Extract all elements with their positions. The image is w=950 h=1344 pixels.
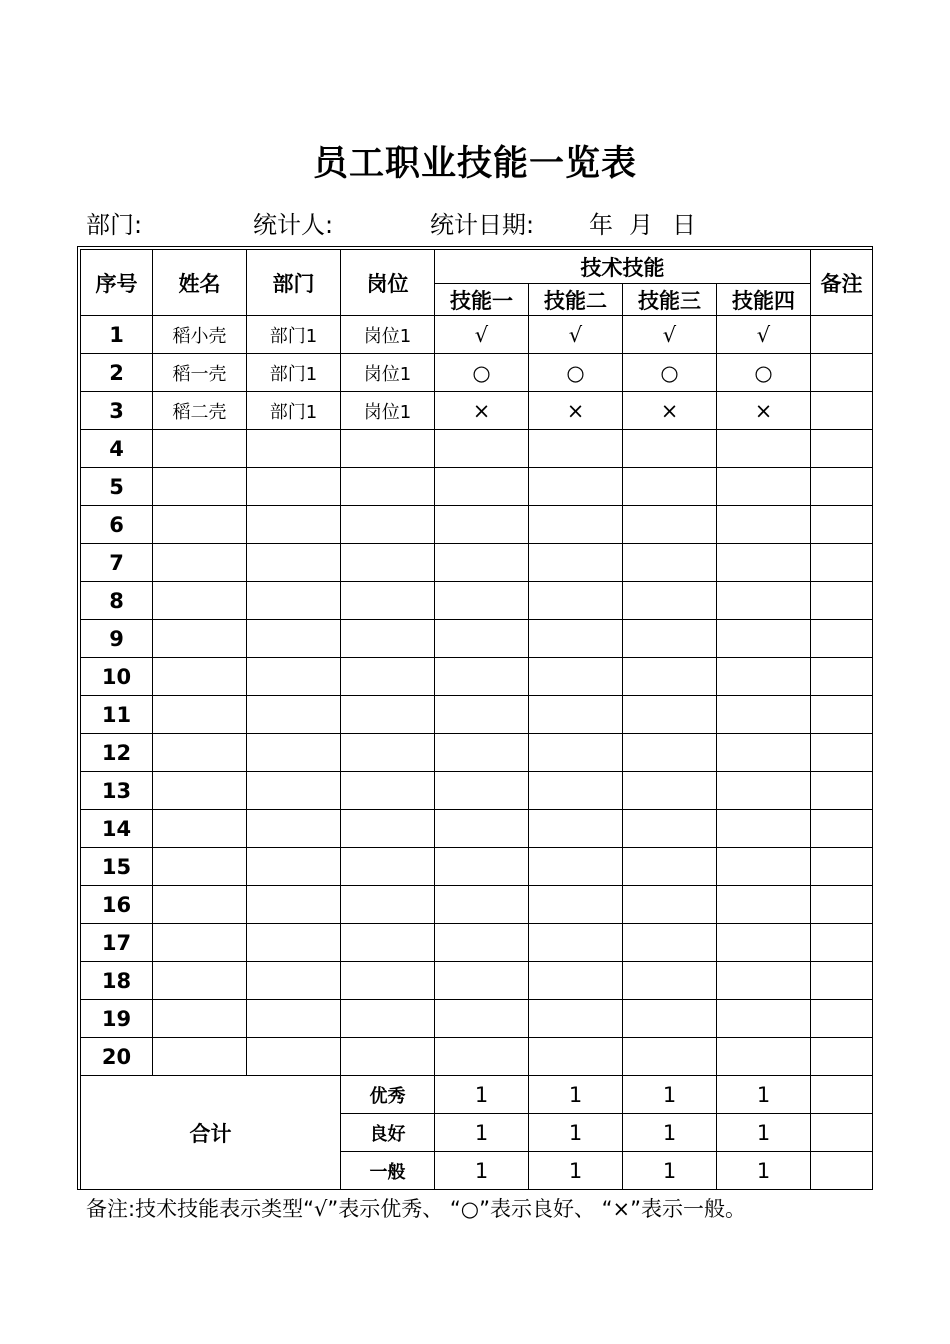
row-skill-3	[623, 582, 717, 620]
row-post: 岗位1	[341, 316, 435, 354]
row-skill-2	[529, 772, 623, 810]
summary-remark	[811, 1152, 873, 1190]
table-row	[81, 962, 873, 1000]
row-skill-2	[529, 544, 623, 582]
row-post	[341, 544, 435, 582]
header-skills-group: 技术技能	[435, 250, 811, 284]
row-name	[153, 886, 247, 924]
row-remark	[811, 582, 873, 620]
table-row	[81, 582, 873, 620]
row-skill-3	[623, 848, 717, 886]
row-remark	[811, 734, 873, 772]
date-year: 年	[589, 211, 613, 239]
header-skill-4: 技能四	[717, 284, 811, 316]
row-skill-4: ×	[717, 392, 811, 430]
row-post	[341, 924, 435, 962]
row-remark	[811, 544, 873, 582]
row-seq: 6	[81, 506, 153, 544]
row-skill-4	[717, 734, 811, 772]
table-row	[81, 772, 873, 810]
row-skill-1: ×	[435, 392, 529, 430]
row-skill-4	[717, 696, 811, 734]
department-label: 部门:	[86, 211, 143, 239]
row-skill-4	[717, 962, 811, 1000]
summary-remark	[811, 1114, 873, 1152]
row-dept	[247, 468, 341, 506]
row-dept	[247, 582, 341, 620]
table-row	[81, 1038, 873, 1076]
row-remark	[811, 620, 873, 658]
row-remark	[811, 430, 873, 468]
row-skill-1: √	[435, 316, 529, 354]
row-seq: 20	[81, 1038, 153, 1076]
row-skill-1	[435, 658, 529, 696]
row-seq: 17	[81, 924, 153, 962]
header-skill-1: 技能一	[435, 284, 529, 316]
row-skill-3: ×	[623, 392, 717, 430]
skills-table	[80, 249, 873, 1190]
row-seq: 4	[81, 430, 153, 468]
row-skill-4	[717, 430, 811, 468]
row-post	[341, 1038, 435, 1076]
row-skill-2	[529, 430, 623, 468]
row-seq: 3	[81, 392, 153, 430]
row-skill-3	[623, 620, 717, 658]
summary-count-1: 1	[435, 1114, 529, 1152]
header-remark: 备注	[811, 250, 873, 316]
skills-sheet	[77, 246, 873, 1190]
row-seq: 16	[81, 886, 153, 924]
row-skill-4	[717, 924, 811, 962]
row-name	[153, 468, 247, 506]
date-day: 日	[672, 211, 696, 239]
summary-row	[81, 1076, 873, 1114]
row-skill-3	[623, 544, 717, 582]
summary-count-3: 1	[623, 1114, 717, 1152]
row-skill-3	[623, 1038, 717, 1076]
counter-label: 统计人:	[253, 211, 334, 239]
row-skill-4	[717, 544, 811, 582]
row-skill-2	[529, 962, 623, 1000]
row-skill-1	[435, 810, 529, 848]
summary-count-1: 1	[435, 1152, 529, 1190]
row-post	[341, 886, 435, 924]
row-skill-2	[529, 810, 623, 848]
summary-level: 良好	[341, 1114, 435, 1152]
row-skill-1	[435, 544, 529, 582]
row-skill-2	[529, 658, 623, 696]
row-remark	[811, 886, 873, 924]
row-seq: 13	[81, 772, 153, 810]
header-row-top	[81, 250, 873, 284]
row-skill-4	[717, 848, 811, 886]
row-remark	[811, 506, 873, 544]
row-skill-1	[435, 468, 529, 506]
row-dept	[247, 1000, 341, 1038]
row-skill-4	[717, 1038, 811, 1076]
row-skill-2	[529, 886, 623, 924]
row-post	[341, 810, 435, 848]
row-name	[153, 924, 247, 962]
row-post	[341, 696, 435, 734]
row-dept	[247, 924, 341, 962]
row-post	[341, 772, 435, 810]
row-skill-4	[717, 468, 811, 506]
row-skill-3	[623, 696, 717, 734]
row-name: 稻二壳	[153, 392, 247, 430]
row-name	[153, 962, 247, 1000]
row-seq: 19	[81, 1000, 153, 1038]
row-remark	[811, 962, 873, 1000]
table-row	[81, 658, 873, 696]
row-remark	[811, 810, 873, 848]
row-skill-3	[623, 734, 717, 772]
row-skill-3	[623, 924, 717, 962]
row-skill-1	[435, 962, 529, 1000]
row-post: 岗位1	[341, 392, 435, 430]
row-skill-3	[623, 962, 717, 1000]
header-name: 姓名	[153, 250, 247, 316]
row-seq: 1	[81, 316, 153, 354]
summary-count-4: 1	[717, 1152, 811, 1190]
row-dept	[247, 506, 341, 544]
row-post	[341, 962, 435, 1000]
row-name	[153, 658, 247, 696]
row-skill-3	[623, 430, 717, 468]
row-name	[153, 810, 247, 848]
header-seq: 序号	[81, 250, 153, 316]
table-row	[81, 468, 873, 506]
row-seq: 14	[81, 810, 153, 848]
row-skill-2	[529, 734, 623, 772]
row-post: 岗位1	[341, 354, 435, 392]
summary-label: 合计	[81, 1076, 341, 1190]
date-label: 统计日期:	[430, 211, 535, 239]
summary-count-3: 1	[623, 1076, 717, 1114]
table-row	[81, 696, 873, 734]
row-post	[341, 506, 435, 544]
row-name	[153, 848, 247, 886]
row-post	[341, 1000, 435, 1038]
row-post	[341, 468, 435, 506]
row-skill-2: ○	[529, 354, 623, 392]
row-post	[341, 582, 435, 620]
row-skill-4	[717, 582, 811, 620]
row-name	[153, 582, 247, 620]
row-skill-2	[529, 848, 623, 886]
row-skill-1: ○	[435, 354, 529, 392]
row-remark	[811, 316, 873, 354]
row-seq: 10	[81, 658, 153, 696]
row-name	[153, 1038, 247, 1076]
row-remark	[811, 1000, 873, 1038]
row-dept	[247, 430, 341, 468]
row-skill-1	[435, 430, 529, 468]
row-skill-1	[435, 848, 529, 886]
row-dept	[247, 810, 341, 848]
row-skill-2	[529, 620, 623, 658]
row-skill-2: ×	[529, 392, 623, 430]
row-remark	[811, 696, 873, 734]
row-skill-2	[529, 506, 623, 544]
row-skill-1	[435, 696, 529, 734]
row-skill-4: √	[717, 316, 811, 354]
row-skill-1	[435, 620, 529, 658]
row-dept	[247, 734, 341, 772]
row-name: 稻一壳	[153, 354, 247, 392]
row-skill-1	[435, 772, 529, 810]
summary-remark	[811, 1076, 873, 1114]
row-name	[153, 430, 247, 468]
summary-level: 优秀	[341, 1076, 435, 1114]
row-skill-4: ○	[717, 354, 811, 392]
table-row	[81, 506, 873, 544]
row-skill-3	[623, 1000, 717, 1038]
row-dept	[247, 696, 341, 734]
row-remark	[811, 658, 873, 696]
row-skill-2	[529, 696, 623, 734]
row-dept	[247, 1038, 341, 1076]
summary-count-2: 1	[529, 1152, 623, 1190]
row-name	[153, 620, 247, 658]
table-row	[81, 430, 873, 468]
row-name	[153, 1000, 247, 1038]
row-post	[341, 848, 435, 886]
header-skill-2: 技能二	[529, 284, 623, 316]
row-seq: 18	[81, 962, 153, 1000]
row-skill-3	[623, 658, 717, 696]
row-seq: 15	[81, 848, 153, 886]
row-name	[153, 734, 247, 772]
table-row	[81, 620, 873, 658]
row-skill-2	[529, 924, 623, 962]
table-row	[81, 886, 873, 924]
row-seq: 5	[81, 468, 153, 506]
table-row	[81, 316, 873, 354]
row-dept: 部门1	[247, 316, 341, 354]
row-skill-1	[435, 582, 529, 620]
row-remark	[811, 848, 873, 886]
row-skill-4	[717, 1000, 811, 1038]
row-skill-1	[435, 886, 529, 924]
row-remark	[811, 1038, 873, 1076]
row-skill-2	[529, 1038, 623, 1076]
row-skill-2	[529, 582, 623, 620]
row-skill-1	[435, 1000, 529, 1038]
row-remark	[811, 354, 873, 392]
summary-count-3: 1	[623, 1152, 717, 1190]
row-skill-1	[435, 924, 529, 962]
row-skill-2: √	[529, 316, 623, 354]
row-skill-3	[623, 506, 717, 544]
row-skill-3: ○	[623, 354, 717, 392]
row-dept	[247, 962, 341, 1000]
row-skill-4	[717, 620, 811, 658]
row-dept	[247, 886, 341, 924]
row-seq: 9	[81, 620, 153, 658]
row-skill-1	[435, 506, 529, 544]
row-seq: 2	[81, 354, 153, 392]
table-row	[81, 810, 873, 848]
summary-count-4: 1	[717, 1076, 811, 1114]
table-row	[81, 734, 873, 772]
row-skill-1	[435, 734, 529, 772]
row-skill-2	[529, 1000, 623, 1038]
row-post	[341, 430, 435, 468]
row-name	[153, 696, 247, 734]
row-dept	[247, 658, 341, 696]
row-skill-4	[717, 772, 811, 810]
row-remark	[811, 772, 873, 810]
row-name	[153, 772, 247, 810]
row-name	[153, 544, 247, 582]
page-title: 员工职业技能一览表	[312, 144, 637, 184]
footnote: 备注:技术技能表示类型“√”表示优秀、 “○”表示良好、 “×”表示一般。	[86, 1197, 747, 1221]
row-seq: 8	[81, 582, 153, 620]
summary-count-2: 1	[529, 1114, 623, 1152]
summary-count-2: 1	[529, 1076, 623, 1114]
row-skill-2	[529, 468, 623, 506]
row-seq: 7	[81, 544, 153, 582]
summary-count-1: 1	[435, 1076, 529, 1114]
row-skill-4	[717, 506, 811, 544]
row-remark	[811, 392, 873, 430]
row-skill-3	[623, 810, 717, 848]
row-post	[341, 734, 435, 772]
row-name	[153, 506, 247, 544]
table-row	[81, 924, 873, 962]
row-post	[341, 620, 435, 658]
row-name: 稻小壳	[153, 316, 247, 354]
header-skill-3: 技能三	[623, 284, 717, 316]
row-dept	[247, 848, 341, 886]
row-seq: 12	[81, 734, 153, 772]
row-dept: 部门1	[247, 354, 341, 392]
row-skill-1	[435, 1038, 529, 1076]
row-skill-4	[717, 810, 811, 848]
row-remark	[811, 468, 873, 506]
row-post	[341, 658, 435, 696]
table-row	[81, 392, 873, 430]
row-dept: 部门1	[247, 392, 341, 430]
date-month: 月	[629, 211, 653, 239]
table-row	[81, 354, 873, 392]
table-row	[81, 848, 873, 886]
summary-level: 一般	[341, 1152, 435, 1190]
row-skill-3	[623, 886, 717, 924]
header-post: 岗位	[341, 250, 435, 316]
row-dept	[247, 772, 341, 810]
row-skill-4	[717, 886, 811, 924]
row-dept	[247, 620, 341, 658]
row-skill-3	[623, 772, 717, 810]
row-dept	[247, 544, 341, 582]
table-row	[81, 544, 873, 582]
table-row	[81, 1000, 873, 1038]
row-seq: 11	[81, 696, 153, 734]
summary-count-4: 1	[717, 1114, 811, 1152]
row-skill-3: √	[623, 316, 717, 354]
row-remark	[811, 924, 873, 962]
row-skill-3	[623, 468, 717, 506]
header-dept: 部门	[247, 250, 341, 316]
row-skill-4	[717, 658, 811, 696]
